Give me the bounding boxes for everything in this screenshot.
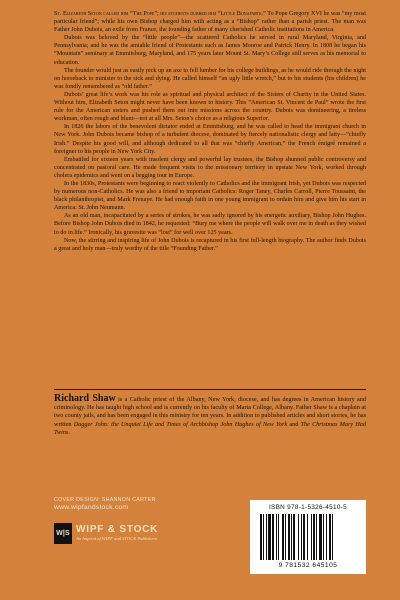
bio-text: is a Catholic priest of the Albany, New York, diocese, and has degrees in American history and criminology. He has taught high school and is currently on his faculty of Maria College, Albany. Father Shaw is a chaplain at two county jails, and has been engaged in this ministry for ten years. In addition to published articles and short stories, he has written: [54, 396, 366, 428]
description-paragraph: In the 1830s, Protestants were beginning to react violently to Catholics and the immigrant Irish, yet Dubois was respected by numerous non-Catholics. He was also a friend to important Catholics: Roger Taney, Charles Carroll, Pierre Toussaint, the black philanthropist, and Mark Frenaye. He had enough faith in one young immigrant to ordain him and give him his start in America: St. John Neumann.: [54, 180, 366, 212]
description-paragraph: In 1826 the labors of the benevolent dictator ended at Emmitsburg, and he was called to head the immigrant church in New York. John Dubois became bishop of a turbulent diocese, dominated by fiercely nationalistic clergy and laity—“chiefly Irish.” Despite his good will, and although dedicated to all that was “chiefly American,” the French émigré remained a foreigner to his people in New York City.: [54, 124, 366, 155]
publisher-imprint: An Imprint of WIPF and STOCK Publishers: [76, 536, 158, 541]
description-paragraph: Dubois was beloved by the “little people”—the scattered Catholics he served in rural Maryland, Virginia, and Pennsylvania; and he was the amiable friend of Protestants such as James Monroe and Patrick Henry. In 1808 he began his “Mountain” seminary at Emmitsburg, Maryland, and 175 years later Mount St. Mary’s College still serves as his memorial to education.: [54, 35, 366, 66]
barcode-number: 9 781532 645105: [278, 562, 338, 569]
barcode-box: [250, 500, 366, 574]
publisher-url: www.wipfandstock.com: [54, 504, 129, 511]
book-title: Dagger John: the Unquiet Life and Times of Archbishop John Hughes of New York: [73, 420, 288, 428]
description-paragraph: Now, the stirring and inspiring life of John Dubois is recaptured in his first full-length biography. The author finds Dubois a great and holy man—truly worthy of the title “Founding Father.”: [54, 237, 366, 252]
back-cover-description: [54, 10, 366, 253]
publisher-logo: [54, 523, 214, 545]
author-name: Richard Shaw: [54, 393, 116, 404]
intro-lead: St. Elizabeth Seton called him “The Pope”; his students dubbed him “Little Bonaparte.”: [54, 11, 266, 17]
intro-text: To Pope Gregory XVI he was “my most particular friend”; while his own Bishop charged him with acting as a “Bishop” rather than a parish priest. The man was Father John Dubois, an exile from France, the founding father of many cherished Catholic institutions in America.: [54, 11, 366, 34]
description-paragraph: As an old man, incapacitated by a series of strokes, he was sadly ignored by his energetic auxiliary, Bishop John Hughes. Before Bishop John Dubois died in 1842, he requested: “Bury me where the people will walk over me in death as they wished to do in life.” Ironically, his gravesite was “lost” for well over 125 years.: [54, 213, 366, 236]
description-paragraph: The founder would just as easily pick up an axe to fell lumber for his college buildings, as he would ride through the night on horseback to minister to the sick and dying. He called himself “an ugly little wretch,” but to his students (his children) he was fondly remembered as “old father.”: [54, 67, 366, 90]
credits: [54, 496, 156, 512]
bio-text-mid: and: [287, 420, 301, 428]
author-bio: [54, 395, 366, 437]
description-paragraph: Embattled for sixteen years with insolent clergy and powerful lay trustees, the Bishop shunned public controversy and concentrated on pastoral care. He made frequent visits to the missionary territory in upstate New York, worked through cholera epidemics and went on a begging tour in Europe.: [54, 156, 366, 179]
intro-paragraph: [54, 10, 366, 34]
bio-text-end: .: [68, 428, 70, 436]
book-title: The Christmas Mary Had Twins: [54, 420, 366, 436]
publisher-name: WIPF & STOCK: [76, 524, 159, 535]
isbn-label: ISBN 978-1-5326-4510-5: [268, 504, 347, 511]
cover-design-credit: COVER DESIGN: SHANNON CARTER: [54, 497, 156, 503]
description-paragraph: Dubois’ great life’s work was his role as spiritual and physical architect of the Sisters of Charity in the United States. Without him, Elizabeth Seton might never have been known to history. This “American St. Vincent de Paul” wrote the first rule for the American sisters and pushed them out into missions across the country. Dubois was domineering, a tireless workman, often rough and blunt—not at all Mrs. Seton’s choice as a religious Superior.: [54, 91, 366, 123]
barcode-icon: [258, 514, 358, 560]
publisher-logo-mark: W|S: [54, 523, 72, 544]
section-divider: [54, 389, 366, 390]
